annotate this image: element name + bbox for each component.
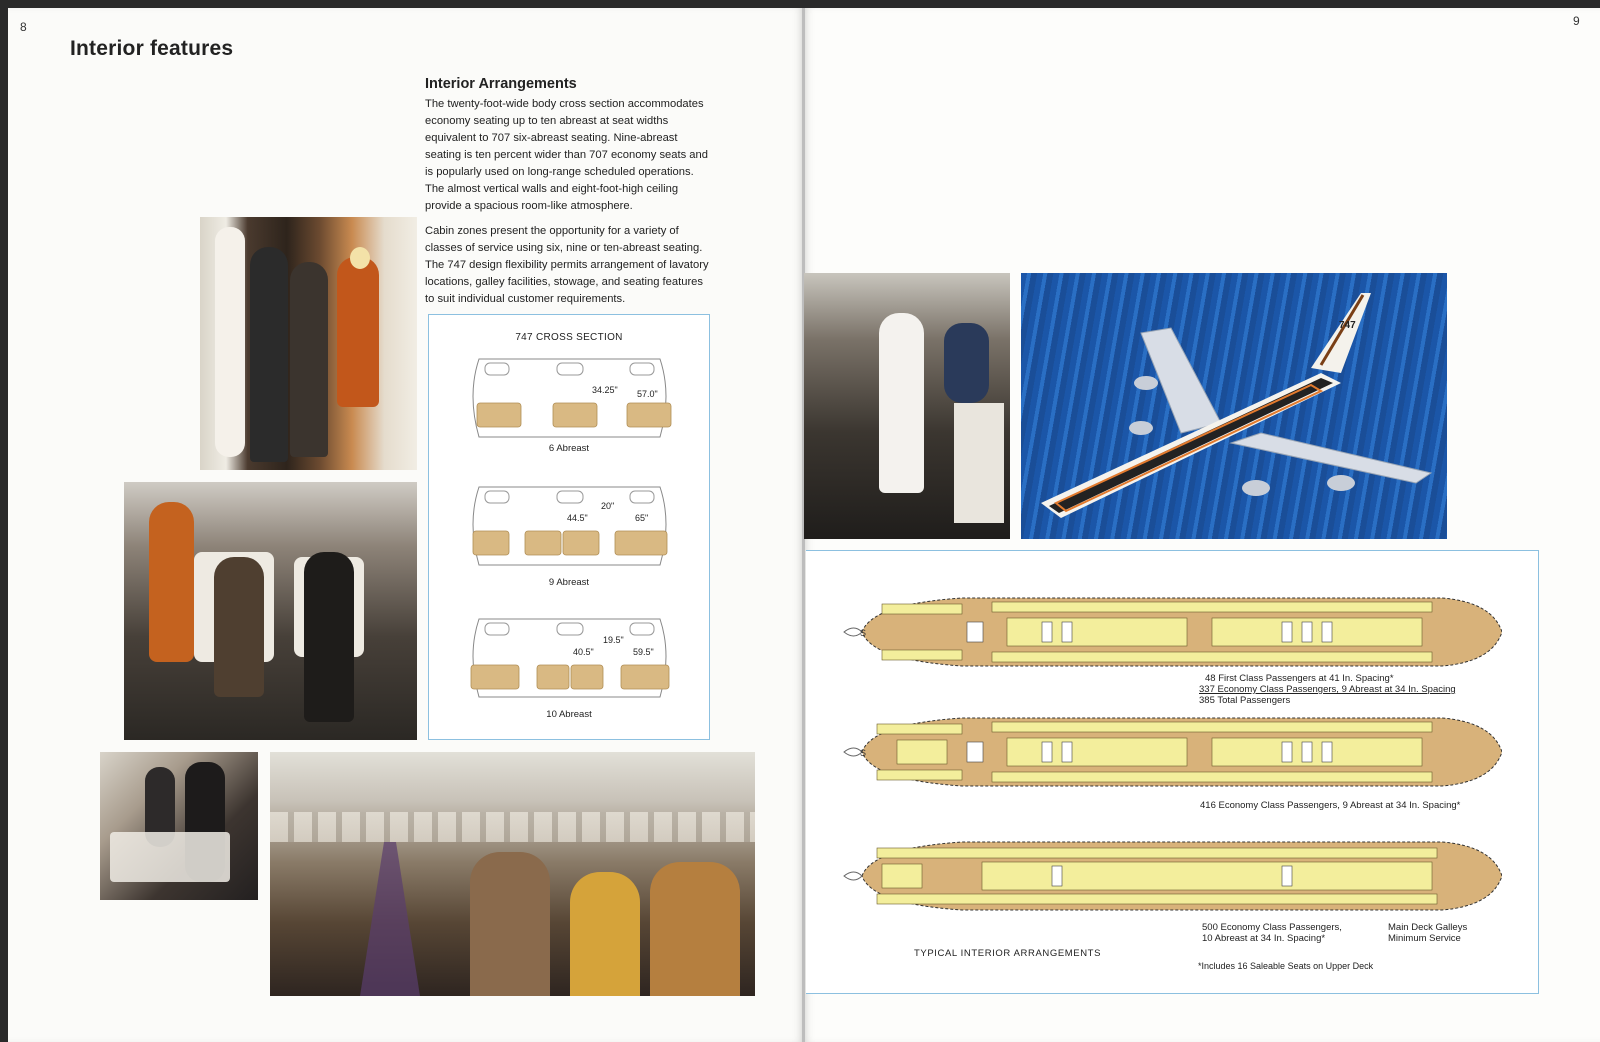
photo-meal-service bbox=[100, 752, 258, 900]
plan-1-caption-economy: 337 Economy Class Passengers, 9 Abreast at 34 In. Spacing bbox=[1199, 684, 1456, 695]
cross-section-panel bbox=[428, 314, 710, 740]
plan-3-side-caption-2: Minimum Service bbox=[1388, 933, 1461, 944]
dim-aisle-gap-10: 19.5" bbox=[603, 635, 624, 645]
page-title: Interior features bbox=[70, 37, 234, 60]
dim-aisle-seat-9: 44.5" bbox=[567, 513, 588, 523]
floor-plans-heading: TYPICAL INTERIOR ARRANGEMENTS bbox=[914, 948, 1102, 959]
plan-2-caption: 416 Economy Class Passengers, 9 Abreast at 34 In. Spacing* bbox=[1200, 800, 1461, 811]
cross-section-title: 747 CROSS SECTION bbox=[515, 332, 623, 343]
cross-section-10-abreast bbox=[467, 615, 672, 701]
page-number-right: 9 bbox=[1573, 14, 1580, 28]
plan-3-caption-line-2: 10 Abreast at 34 In. Spacing* bbox=[1202, 933, 1326, 944]
section-heading: Interior Arrangements bbox=[425, 76, 577, 92]
dim-window-seat-10: 59.5" bbox=[633, 647, 654, 657]
cross-section-6-abreast bbox=[467, 355, 672, 441]
fuselage-outline-icon bbox=[467, 483, 672, 569]
floor-plan-500 bbox=[842, 838, 1502, 914]
floor-plan-385 bbox=[842, 594, 1502, 670]
plan-3-captions bbox=[1202, 922, 1342, 944]
svg-text:S: S bbox=[860, 748, 867, 758]
floor-plan-icon bbox=[842, 838, 1502, 914]
photo-boarding-door bbox=[200, 217, 417, 470]
photo-economy-cabin bbox=[270, 752, 755, 996]
dim-aisle-seat-10: 40.5" bbox=[573, 647, 594, 657]
plan-1-caption-total: 385 Total Passengers bbox=[1199, 695, 1291, 706]
dim-window-seat-9: 65" bbox=[635, 513, 649, 523]
body-copy bbox=[425, 96, 715, 316]
plan-3-side-caption-1: Main Deck Galleys bbox=[1388, 922, 1468, 933]
airplane-747-icon bbox=[1021, 273, 1447, 539]
dim-aisle-seat-6: 34.25" bbox=[592, 385, 618, 395]
plan-3-caption-line-1: 500 Economy Class Passengers, bbox=[1202, 922, 1342, 933]
illustration-747-cutaway bbox=[1021, 273, 1447, 539]
cross-section-9-abreast bbox=[467, 483, 672, 569]
fuselage-outline-icon bbox=[467, 615, 672, 701]
dim-aisle-gap-9: 20" bbox=[601, 501, 615, 511]
svg-text:S: S bbox=[860, 628, 867, 638]
label-6-abreast: 6 Abreast bbox=[548, 443, 590, 454]
photo-first-class-lounge bbox=[124, 482, 417, 740]
paragraph-2: Cabin zones present the opportunity for a variety of classes of service using six, nine or ten-abreast seating. The 747 design flexibility permits arrangement of lavatory locations, galley facilities, stowage, and seating features to suit individual customer requirements. bbox=[425, 225, 709, 305]
plan-1-caption-first-class: 48 First Class Passengers at 41 In. Spacing* bbox=[1205, 673, 1394, 684]
dim-window-seat-6: 57.0" bbox=[637, 389, 658, 399]
floor-plan-416 bbox=[842, 714, 1502, 790]
label-9-abreast: 9 Abreast bbox=[548, 577, 590, 588]
page-number-left: 8 bbox=[20, 20, 27, 34]
paragraph-1: The twenty-foot-wide body cross section accommodates economy seating up to ten abreast at seat widths equivalent to 707 six-abreast seating. Nine-abreast seating is ten percent wider than 707 economy seats and is popularly used on long-range scheduled operations. The almost vertical walls and eight-foot-high ceiling provide a spacious room-like atmosphere. bbox=[425, 98, 708, 212]
label-10-abreast: 10 Abreast bbox=[546, 709, 592, 720]
svg-text:747: 747 bbox=[1339, 320, 1356, 331]
photo-galley-service bbox=[804, 273, 1010, 539]
floor-plan-icon bbox=[842, 714, 1502, 790]
plan-1-captions bbox=[1199, 673, 1456, 706]
floor-plan-icon bbox=[842, 594, 1502, 670]
plan-3-side-captions bbox=[1388, 922, 1467, 944]
floor-plans-footnote: *Includes 16 Saleable Seats on Upper Deck bbox=[1198, 961, 1374, 971]
